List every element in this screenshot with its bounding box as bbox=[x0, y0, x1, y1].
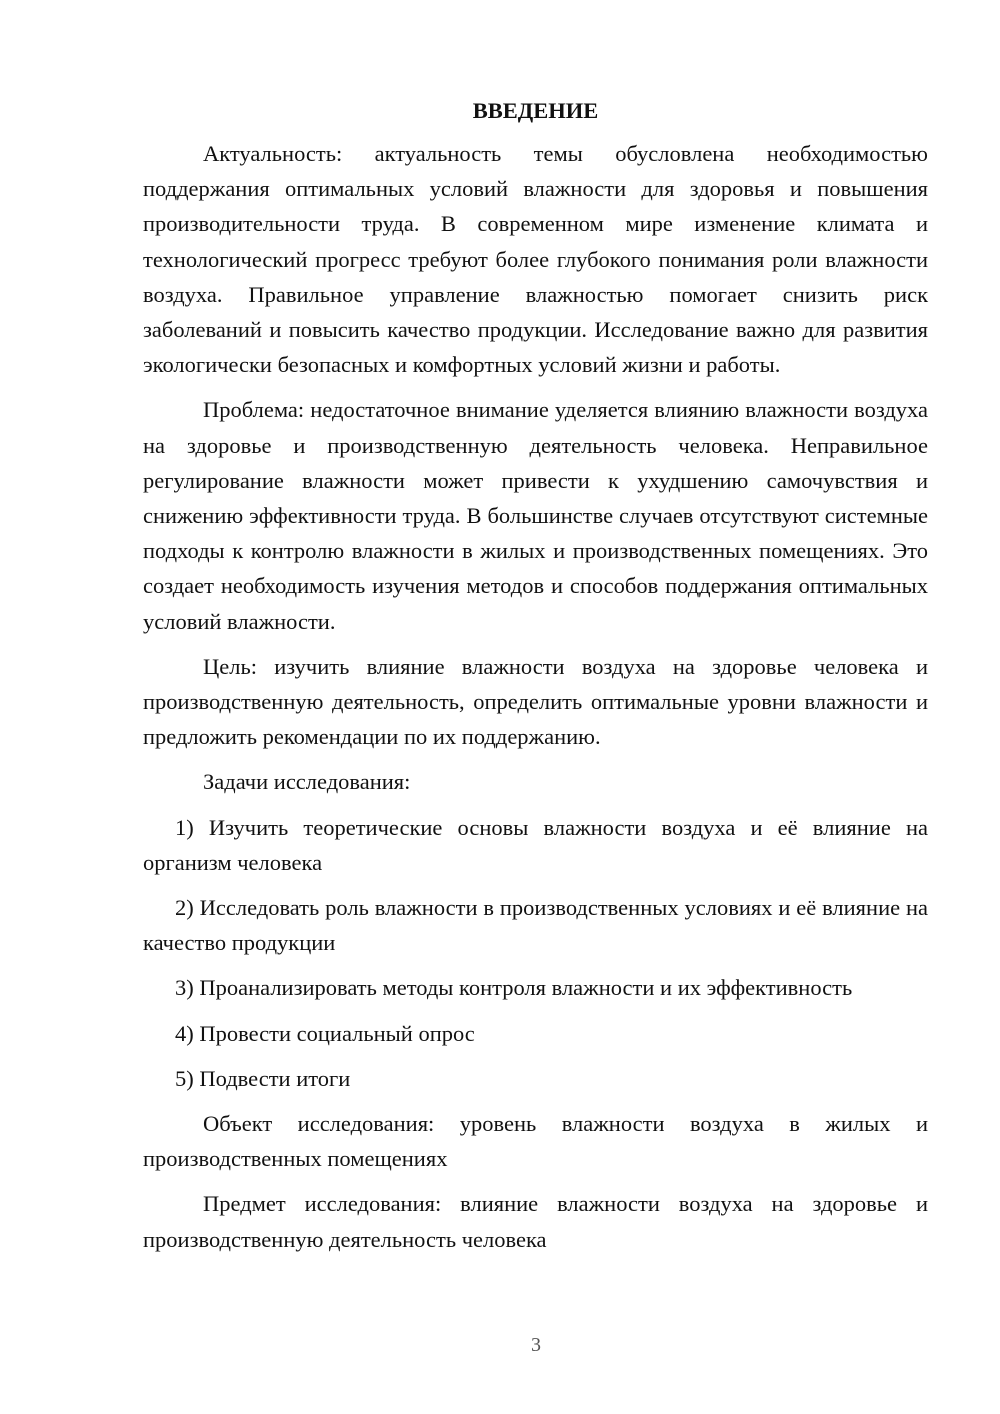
page-title: ВВЕДЕНИЕ bbox=[472, 98, 599, 123]
task-item-1: 1) Изучить теоретические основы влажности воздуха и её влияние на организм человека bbox=[143, 814, 928, 875]
goal-paragraph: Цель: изучить влияние влажности воздуха на здоровье человека и производственную деятельность, определить оптимальные уровни влажности и предложить рекомендации по их поддержанию. bbox=[143, 653, 928, 750]
task-item-3: 3) Проанализировать методы контроля влажности и их эффективность bbox=[175, 975, 853, 1001]
page-content bbox=[143, 96, 928, 1267]
task-item-2: 2) Исследовать роль влажности в производственных условиях и её влияние на качество продукции bbox=[143, 895, 928, 956]
task-item-5: 5) Подвести итоги bbox=[175, 1065, 351, 1091]
relevance-paragraph: Актуальность: актуальность темы обусловлена необходимостью поддержания оптимальных условий влажности для здоровья и повышения производительности труда. В современном мире изменение климата и технологический прогресс требуют более глубокого понимания роли влажности воздуха. Правильное управление влажностью помогает снизить риск заболеваний и повысить качество продукции. Исследование важно для развития экологически безопасных и комфортных условий жизни и работы. bbox=[143, 141, 928, 378]
object-paragraph: Объект исследования: уровень влажности воздуха в жилых и производственных помещениях bbox=[143, 1111, 928, 1172]
problem-paragraph: Проблема: недостаточное внимание уделяется влиянию влажности воздуха на здоровье и производственную деятельность человека. Неправильное регулирование влажности может привести к ухудшению самочувствия и снижению эффективности труда. В большинстве случаев отсутствуют системные подходы к контролю влажности в жилых и производственных помещениях. Это создает необходимость изучения методов и способов поддержания оптимальных условий влажности. bbox=[143, 397, 928, 634]
task-item-4: 4) Провести социальный опрос bbox=[175, 1020, 475, 1046]
page-number: 3 bbox=[531, 1334, 541, 1356]
subject-paragraph: Предмет исследования: влияние влажности воздуха на здоровье и производственную деятельность человека bbox=[143, 1191, 928, 1252]
tasks-heading: Задачи исследования: bbox=[203, 769, 411, 795]
